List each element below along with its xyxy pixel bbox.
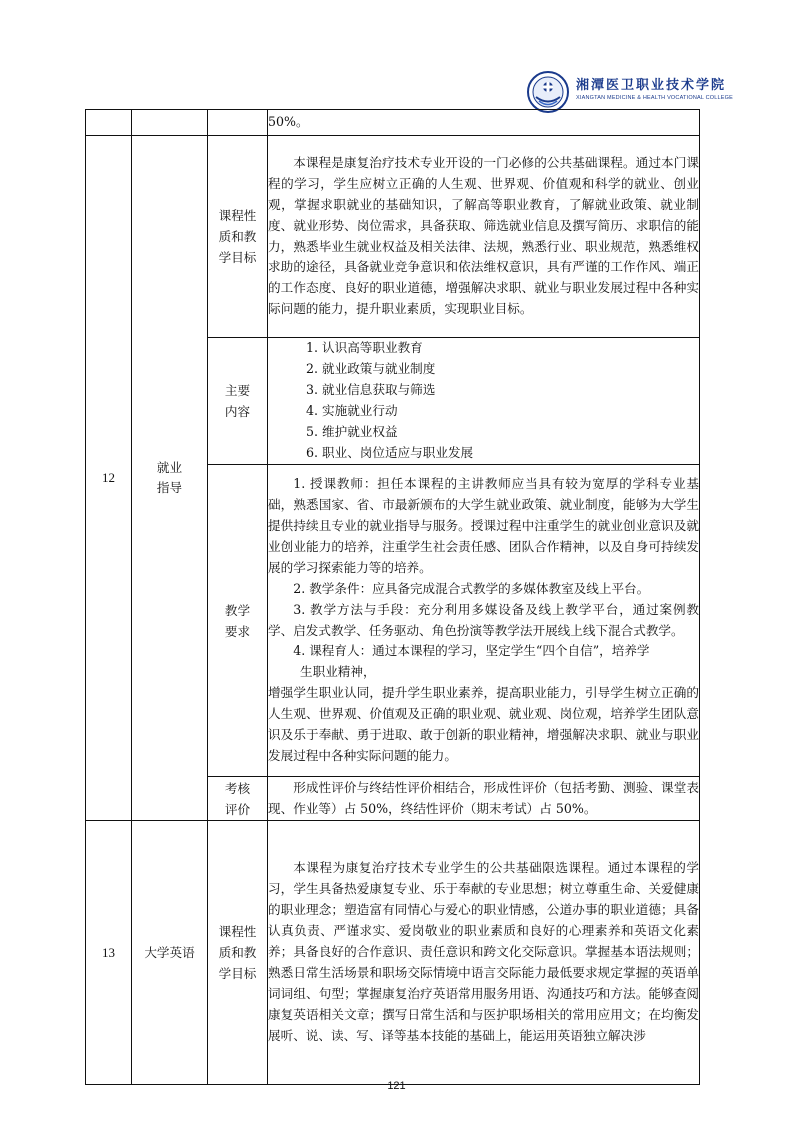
list-item: 5. 维护就业权益 — [306, 423, 398, 439]
list-item: 3. 就业信息获取与筛选 — [306, 382, 436, 398]
course-name: 大学英语 — [132, 821, 208, 1085]
nature-label: 课程性 质和教 学目标 — [208, 821, 268, 1085]
list-item: 1. 认识高等职业教育 — [306, 340, 423, 356]
assessment-text: 形成性评价与终结性评价相结合，形成性评价（包括考勤、测验、课堂表现、作业等）占 50%，终结性评价（期末考试）占 50%。 — [268, 777, 700, 821]
college-name-en: XIANGTAN MEDICINE & HEALTH VOCATIONAL COLLEGE — [576, 95, 734, 101]
course-name: 就业 指导 — [132, 136, 208, 821]
nature-text: 本课程为康复治疗技术专业学生的公共基础限选课程。通过本课程的学习，学生具备热爱康复专业、乐于奉献的专业思想；树立尊重生命、关爱健康的职业理念；塑造富有同情心与爱心的职业情感，公道办事的职业道德；具备认真负责、严谨求实、爱岗敬业的职业素质和良好的心理素养和英语文化素养；具备良好的合作意识、责任意识和跨文化交际意识。掌握基本语法规则；熟悉日常生活场景和职场交际情境中语言交际能力最低要求规定掌握的英语单词词组、句型；掌握康复治疗英语常用服务用语、沟通技巧和方法。能够查阅康复英语相关文章；撰写日常生活和与医护职场相关的常用应用文；在均衡发展听、说、读、写、译等基本技能的基础上，能运用英语独立解决涉 — [268, 821, 700, 1085]
continued-text: 50%。 — [268, 110, 700, 136]
list-item: 4. 实施就业行动 — [306, 403, 398, 418]
course-number: 13 — [86, 821, 132, 1085]
college-emblem-icon — [526, 70, 570, 114]
list-item: 6. 职业、岗位适应与职业发展 — [306, 444, 474, 460]
list-item: 2. 就业政策与就业制度 — [306, 361, 436, 377]
requirements-text: 1. 授课教师：担任本课程的主讲教师应当具有较为宽厚的学科专业基础，熟悉国家、省、市最新颁布的大学生就业政策、就业制度，能够为大学生提供持续且专业的就业指导与服务。授课过程中注重学生的就业创业意识及就业创业能力的培养，注重学生社会责任感、团队合作精神，以及自身可持续发展的学习探索能力等的培养。 2. 教学条件：应具备完成混合式教学的多媒体教室及线上平台。 3. 教学方法与手段：充分利用多媒设备及线上教学平台，通过案例教学、启发式教学、任务驱动、角色扮演等教学法开展线上线下混合式教学。 4. 课程育人：通过本课程的学习，坚定学生“四个自信”，培养学 生职业精神， 增强学生职业认同，提升学生职业素养，提高职业能力，引导学生树立正确的人生观、世界观、价值观及正确的职业观、就业观、岗位观，培养学生团队意识及乐于奉献、勇于进取、敢于创新的职业精神，增强解决求职、就业与职业发展过程中各种实际问题的能力。 — [268, 465, 700, 777]
content-list — [268, 338, 700, 465]
content-label: 主要 内容 — [208, 338, 268, 465]
table-row — [86, 821, 700, 1085]
table-row — [86, 136, 700, 338]
course-table — [85, 109, 700, 1085]
nature-text: 本课程是康复治疗技术专业开设的一门必修的公共基础课程。通过本门课程的学习，学生应树立正确的人生观、世界观、价值观和科学的就业、创业观，掌握求职就业的基础知识，了解高等职业教育，了解就业政策、就业制度、就业形势、岗位需求，具备获取、筛选就业信息及撰写简历、求职信的能力，熟悉毕业生就业权益及相关法律、法规，熟悉行业、职业规范，熟悉维权求助的途径，具备就业竞争意识和依法维权意识，具有严谨的工作作风、端正的工作态度、良好的职业道德，增强解决求职、就业与职业发展过程中各种实际问题的能力，提升职业素质，实现职业目标。 — [268, 136, 700, 338]
college-logo — [526, 70, 756, 114]
assessment-label: 考核 评价 — [208, 777, 268, 821]
page-number: 121 — [387, 1080, 406, 1092]
requirements-label: 教学 要求 — [208, 465, 268, 777]
college-name: 湘潭医卫职业技术学院 — [576, 78, 727, 93]
nature-label: 课程性 质和教 学目标 — [208, 136, 268, 338]
course-number: 12 — [86, 136, 132, 821]
table-row — [86, 110, 700, 136]
